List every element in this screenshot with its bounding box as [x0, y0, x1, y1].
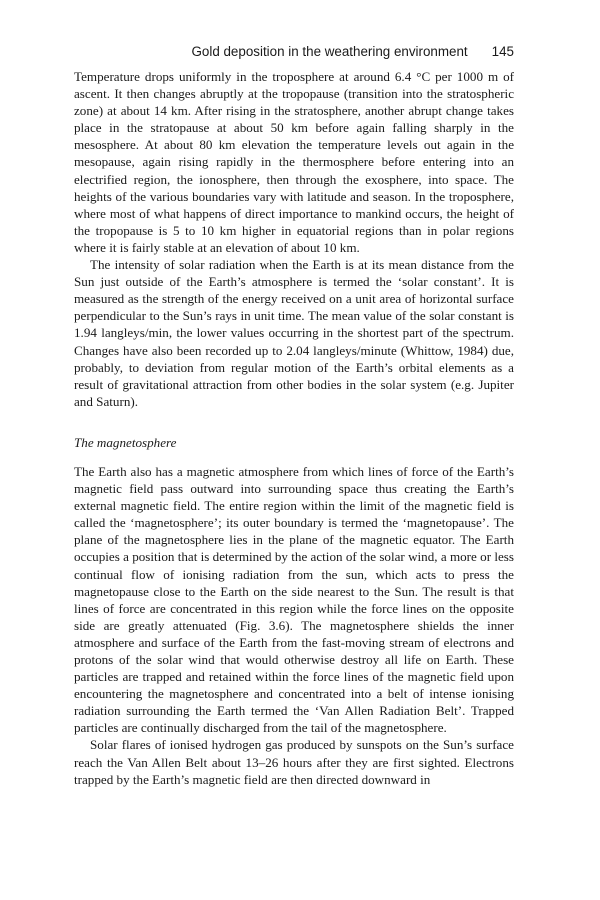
section-heading-magnetosphere: The magnetosphere	[74, 434, 177, 450]
paragraph-temperature-profile: Temperature drops uniformly in the troposphere at around 6.4 °C per 1000 m of ascent. It then changes abruptly at the tropopause (transition into the stratospheric zone) at about 14 km. After rising in the stratosphere, another abrupt change takes place in the stratopause at about 50 km before again falling sharply in the mesosphere. At about 80 km elevation the temperature levels out again in the mesopause, again rising rapidly in the thermosphere before entering into an electrified region, the ionosphere, then through the exosphere, into space. The heights of the various boundaries vary with latitude and season. In the troposphere, where most of what happens of direct importance to mankind occurs, the height of the tropopause is 5 to 10 km higher in equatorial regions than in polar regions where it is fairly stable at an elevation of about 10 km.	[74, 69, 514, 255]
paragraph-solar-constant: The intensity of solar radiation when the Earth is at its mean distance from the Sun just outside of the Earth’s atmosphere is termed the ‘solar constant’. It is measured as the strength of the energy received on a unit area of horizontal surface perpendicular to the Sun’s rays in unit time. The mean value of the solar constant is 1.94 langleys/min, the lower values occurring in the shortest part of the spectrum. Changes have also been recorded up to 2.04 langleys/minute (Whittow, 1984) due, probably, to deviation from regular motion of the Earth’s orbital elements as a result of gravitational attraction from other bodies in the solar system (e.g. Jupiter and Saturn).	[74, 257, 514, 409]
body-text	[74, 68, 514, 788]
page-number: 145	[491, 44, 514, 59]
paragraph-solar-flares: Solar flares of ionised hydrogen gas produced by sunspots on the Sun’s surface reach the Van Allen Belt about 13–26 hours after they are first sighted. Electrons trapped by the Earth’s magnetic field are then directed downward in	[74, 737, 514, 787]
running-head	[74, 44, 514, 62]
running-title: Gold deposition in the weathering environment	[191, 44, 468, 59]
paragraph-magnetosphere: The Earth also has a magnetic atmosphere from which lines of force of the Earth’s magnetic field pass outward into surrounding space thus creating the Earth’s external magnetic field. The entire region within the limit of the magnetic field is called the ‘magnetosphere’; its outer boundary is termed the ‘magnetopause’. The plane of the magnetosphere lies in the plane of the magnetic equator. The Earth occupies a position that is determined by the action of the solar wind, a more or less continual flow of ionising radiation from the sun, which acts to press the magnetopause close to the Earth on the side nearest to the Sun. The result is that lines of force are concentrated in this region while the force lines on the opposite side are greatly attenuated (Fig. 3.6). The magnetosphere shields the inner atmosphere and surface of the Earth from the fast-moving stream of electrons and protons of the solar wind that would otherwise destroy all life on Earth. These particles are trapped and retained within the force lines of the magnetic field upon encountering the magnetosphere and concentrated into a belt of intense ionising radiation surrounding the Earth termed the ‘Van Allen Radiation Belt’. Trapped particles are continually discharged from the tail of the magnetosphere.	[74, 463, 514, 736]
